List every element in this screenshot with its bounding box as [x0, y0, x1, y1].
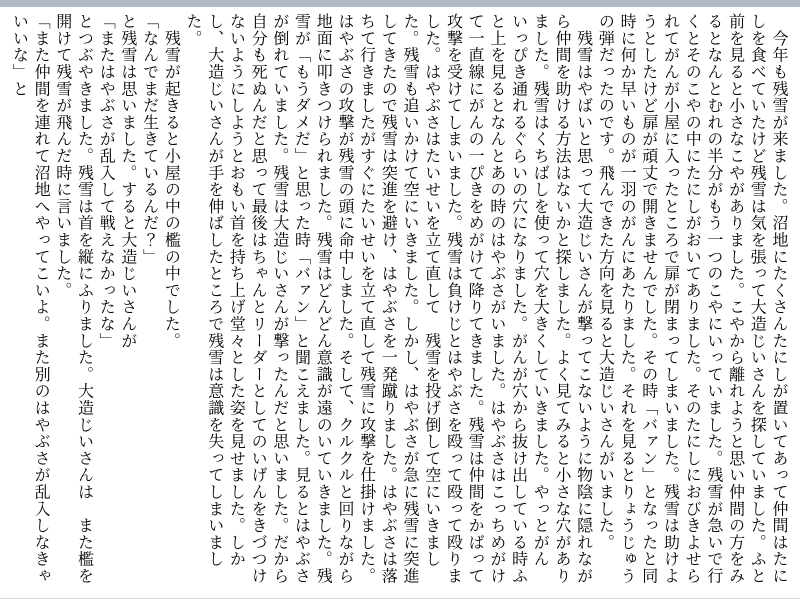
- story-paragraph: 残雪が起きると小屋の中の檻の中でした。: [162, 13, 182, 349]
- story-paragraph: 残雪はやばいと思って大造じいさんが撃ってこないように物陰に隠れながら仲間を助ける方法はないかと探しました。よく見てみると小さな穴がありました。残雪はくちばしを使って穴を大きくしていきました。やっとがんいっぴき通れるぐらいの穴になりました。がんが穴から抜け出している時ふと上を見るとなんとあの時のはやぶさがいました。はやぶさはこっちめがけて一直線にがんの一ぴきをめがけて降りてきました。残雪は仲間をかばって攻撃を受けてしまいました。残雪は負けじとはやぶさを殴って殴って殴りました。はやぶさはたいせいを立て直して 残雪を投げ倒して空にいきました。残雪も追いかけて空にいきました。しかし、はやぶさが急に残雪に突進してきたので残雪は突進を避け、はやぶさを一発蹴りました。はやぶさは落ちて行きましたがすぐにたいせいを立て直して残雪に攻撃を仕掛けました。はやぶさの攻撃が残雪の頭に命中しました。そして、クルクルと回りながら地面に叩きつけられました。残雪はどんどん意識が遠のいていきました。残雪が「もうダメだ」と思った時「バァン」と聞こえました。見るとはやぶさが倒れていました。残雪は大造じいさんが撃ったんだと思いました。だから自分も死ぬんだと思って最後はちゃんとリーダーとしてのいげんをきづつけないようにしようとおもい首を持ち上げ堂々とした姿を見せました。しかし、大造じいさんが手を伸ばしたところで残雪は意識を失ってしまいました。: [184, 13, 594, 585]
- vertical-story-text-area[interactable]: [6, 13, 790, 591]
- top-window-edge: [0, 0, 800, 7]
- bottom-frame-line: [0, 598, 800, 599]
- story-paragraph: 「また仲間を連れて沼地へやってこいよ。また別のはやぶさが乱入しなきゃいいな」と: [10, 13, 52, 585]
- story-paragraph: とつぶやきました。残雪は首を縦にふりました。大造じいさんは また檻を開けて残雪が飛んだ時に言いました。: [53, 13, 95, 585]
- story-paragraph: 「なんでまだ生きているんだ？」: [140, 13, 160, 265]
- story-paragraph: 今年も残雪が来ました。沼地にたくさんたにしが置いてあって仲間はたにしを食べていたけど残雪は気を張って大造じいさんを探していました。ふと前を見ると小さなこやがありました。こやから離れようと思い仲間の方をみるとなんとむれの半分がもう一つのこやにいっていました。残雪が急いで行くとそのこやの中にたにしがおいてありました。そのたにしにおびきよせられてがんが小屋に入ったところで扉が閉まってしまいました。残雪は助けようとしたけど扉が頑丈で開きませんでした。その時「バァン」となったと同時に何か早いものが一羽のがんにあたりました。それを見るとりょうじゅうの弾だったのです。飛んできた方向を見ると大造じいさんがいました。: [596, 13, 789, 585]
- story-paragraph: と残雪は思いました。すると大造じいさんが: [118, 13, 138, 349]
- story-paragraph: 「またはやぶさが乱入して戦えなかったな」: [97, 13, 117, 349]
